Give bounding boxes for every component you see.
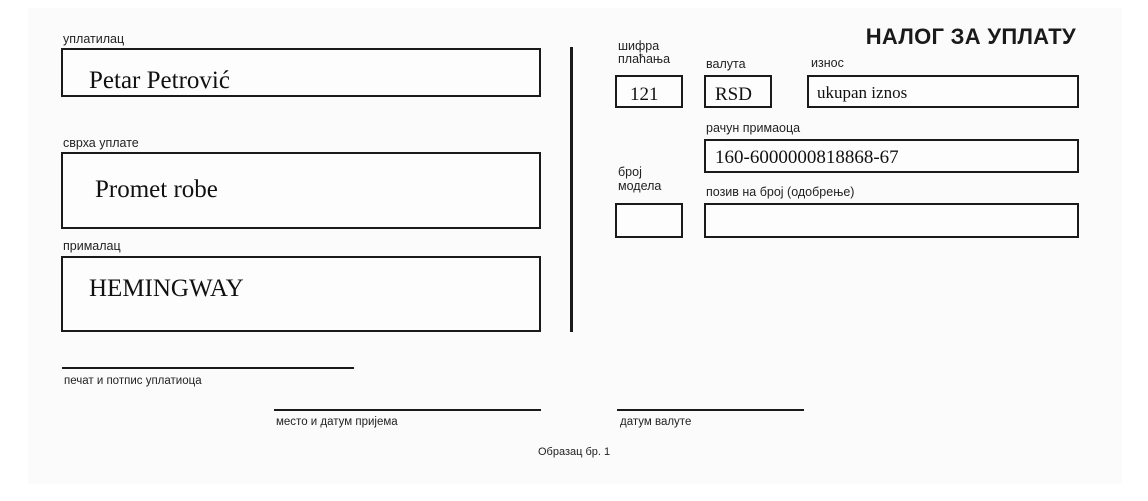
value-date-line[interactable]: [617, 409, 804, 411]
payer-value: Petar Petrović: [89, 67, 230, 94]
payment-code-label-1: шифра: [618, 39, 660, 53]
value-date-label: датум валуте: [620, 416, 692, 428]
model-number-label-1: број: [618, 165, 642, 179]
recipient-label: прималац: [63, 239, 121, 253]
payment-code-label-2: плаћања: [618, 52, 671, 66]
column-divider: [570, 47, 573, 332]
amount-field[interactable]: [807, 75, 1079, 108]
place-date-line[interactable]: [274, 409, 541, 411]
signature-line[interactable]: [62, 367, 354, 369]
reference-number-field[interactable]: [704, 203, 1079, 238]
currency-value: RSD: [715, 84, 752, 105]
payer-field[interactable]: [61, 48, 541, 97]
currency-field[interactable]: [704, 75, 772, 108]
recipient-field[interactable]: [61, 256, 541, 332]
recipient-account-label: рачун примаоца: [706, 121, 801, 135]
signature-label: печат и потпис уплатиоца: [64, 375, 202, 387]
form-title: НАЛОГ ЗА УПЛАТУ: [865, 24, 1076, 49]
purpose-field[interactable]: [61, 152, 541, 229]
model-number-label-2: модела: [618, 179, 662, 193]
payment-code-field[interactable]: [615, 75, 683, 108]
recipient-value: HEMINGWAY: [89, 275, 244, 302]
purpose-label: сврха уплате: [63, 136, 139, 150]
place-date-label: место и датум пријема: [276, 416, 398, 428]
reference-number-label: позив на број (одобрење): [706, 185, 855, 199]
recipient-account-field[interactable]: [704, 139, 1079, 173]
model-number-field[interactable]: [615, 203, 683, 238]
purpose-value: Promet robe: [95, 176, 218, 203]
amount-label: износ: [811, 56, 844, 70]
payer-label: уплатилац: [63, 32, 125, 46]
form-number: Образац бр. 1: [538, 446, 611, 458]
amount-value: ukupan iznos: [817, 83, 908, 102]
recipient-account-value: 160-6000000818868-67: [715, 147, 899, 168]
payment-code-value: 121: [630, 84, 659, 105]
currency-label: валута: [706, 57, 746, 71]
